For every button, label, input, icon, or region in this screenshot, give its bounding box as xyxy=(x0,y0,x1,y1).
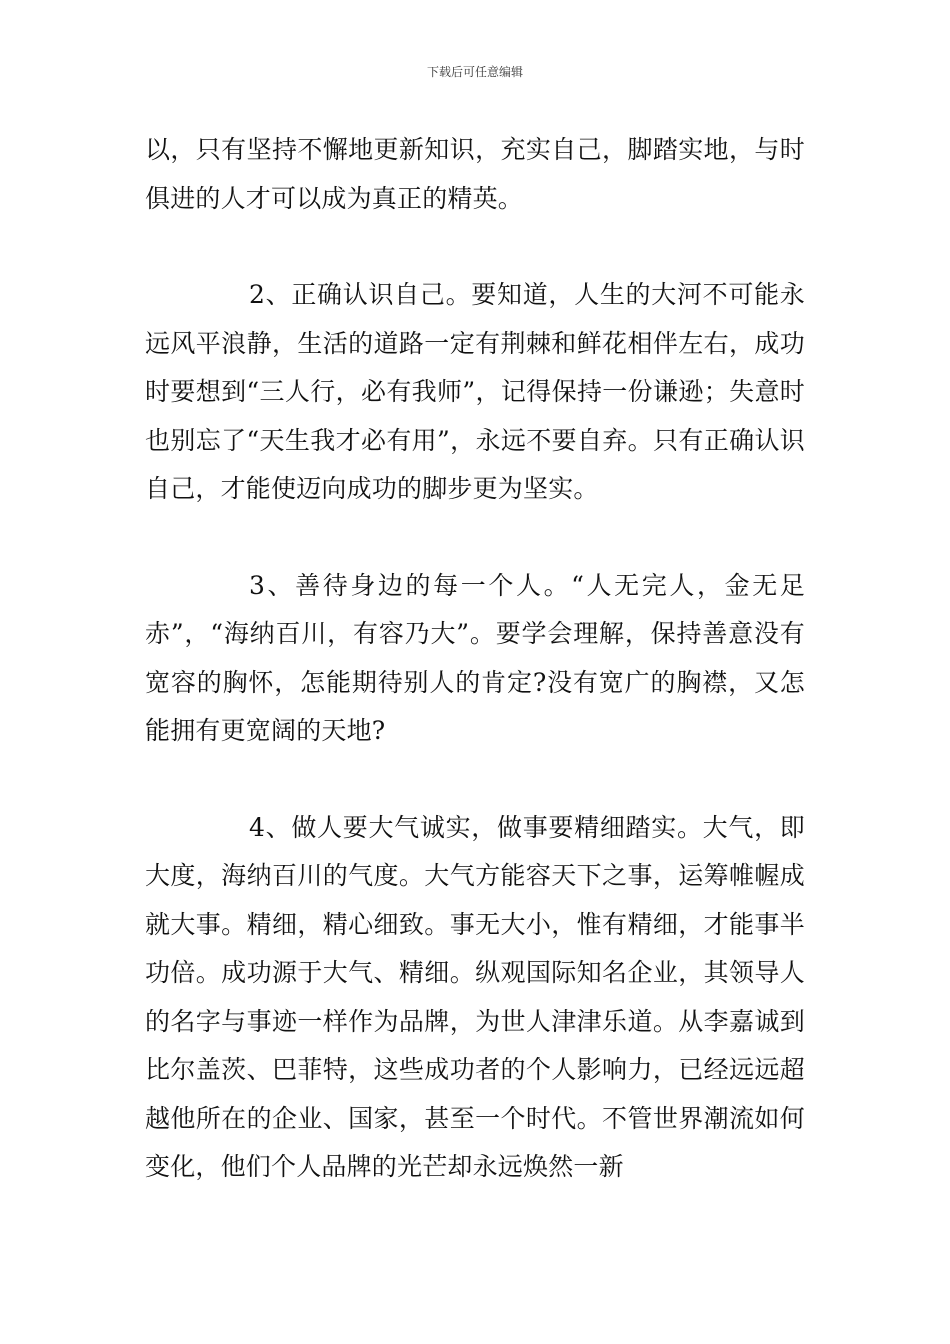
paragraph-point-2: 2、正确认识自己。要知道，人生的大河不可能永远风平浪静，生活的道路一定有荆棘和鲜花相伴左右，成功时要想到“三人行，必有我师”，记得保持一份谦逊；失意时也别忘了“天生我才必有用”，永远不要自弃。只有正确认识自己，才能使迈向成功的脚步更为坚实。 xyxy=(145,280,805,503)
paragraph-continuation: 以，只有坚持不懈地更新知识，充实自己，脚踏实地，与时俱进的人才可以成为真正的精英。 xyxy=(145,135,805,213)
document-body xyxy=(145,126,805,1192)
page-header: 下载后可任意编辑 xyxy=(426,65,523,79)
paragraph-point-3: 3、善待身边的每一个人。“人无完人，金无足赤”，“海纳百川，有容乃大”。要学会理解，保持善意没有宽容的胸怀，怎能期待别人的肯定?没有宽广的胸襟，又怎能拥有更宽阔的天地? xyxy=(145,570,805,745)
paragraph-point-4: 4、做人要大气诚实，做事要精细踏实。大气，即大度，海纳百川的气度。大气方能容天下之事，运筹帷幄成就大事。精细，精心细致。事无大小，惟有精细，才能事半功倍。成功源于大气、精细。纵观国际知名企业，其领导人的名字与事迹一样作为品牌，为世人津津乐道。从李嘉诚到比尔盖茨、巴菲特，这些成功者的个人影响力，已经远远超越他所在的企业、国家，甚至一个时代。不管世界潮流如何变化，他们个人品牌的光芒却永远焕然一新 xyxy=(145,812,805,1181)
